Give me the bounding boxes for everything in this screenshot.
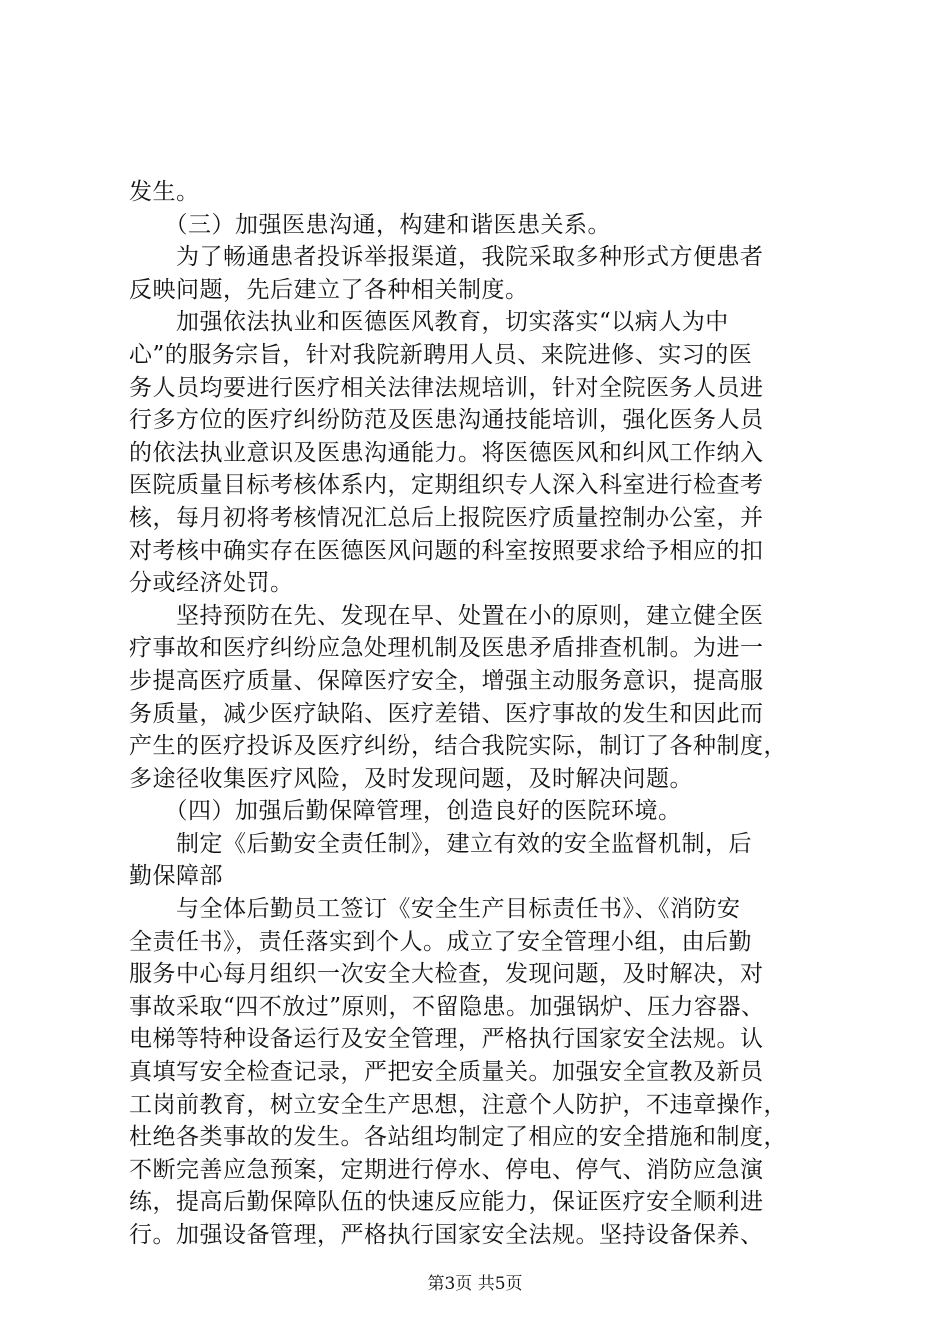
- text-line: 务质量，减少医疗缺陷、医疗差错、医疗事故的发生和因此而: [129, 700, 764, 727]
- document-body: [129, 176, 829, 1252]
- text-line: 不断完善应急预案，定期进行停水、停电、停气、消防应急演: [129, 1156, 764, 1183]
- text-line: 心”的服务宗旨，针对我院新聘用人员、来院进修、实习的医: [129, 341, 753, 368]
- text-line: 发生。: [129, 179, 200, 205]
- text-line: 工岗前教育，树立安全生产思想，注意个人防护，不违章操作，: [129, 1091, 787, 1118]
- text-line: 产生的医疗投诉及医疗纠纷，结合我院实际，制订了各种制度，: [129, 733, 787, 760]
- text-line: 为了畅通患者投诉举报渠道，我院采取多种形式方便患者: [129, 244, 764, 271]
- text-line: 对考核中确实存在医德医风问题的科室按照要求给予相应的扣: [129, 537, 764, 564]
- text-line: 行。加强设备管理，严格执行国家安全法规。坚持设备保养、: [129, 1222, 764, 1248]
- text-line: 杜绝各类事故的发生。各站组均制定了相应的安全措施和制度，: [129, 1124, 787, 1151]
- text-line: 练，提高后勤保障队伍的快速反应能力，保证医疗安全顺利进: [129, 1189, 764, 1216]
- text-line: 全责任书》，责任落实到个人。成立了安全管理小组，由后勤: [129, 928, 752, 955]
- text-line: 真填写安全检查记录，严把安全质量关。加强安全宣教及新员: [129, 1059, 764, 1086]
- text-line: 医院质量目标考核体系内，定期组织专人深入科室进行检查考: [129, 472, 764, 499]
- text-line: 电梯等特种设备运行及安全管理，严格执行国家安全法规。认: [129, 1026, 764, 1053]
- page-number-footer: 第3页 共5页: [427, 1274, 523, 1294]
- section-heading-3: （三）加强医患沟通，构建和谐医患关系。: [129, 211, 611, 238]
- text-line: 坚持预防在先、发现在早、处置在小的原则，建立健全医: [129, 602, 764, 629]
- text-line: 行多方位的医疗纠纷防范及医患沟通技能培训，强化医务人员: [129, 407, 764, 434]
- text-line: 分或经济处罚。: [129, 570, 294, 597]
- text-line: 勤保障部: [129, 863, 223, 890]
- text-line: 核，每月初将考核情况汇总后上报院医疗质量控制办公室，并: [129, 504, 764, 531]
- text-line: 反映问题，先后建立了各种相关制度。: [129, 276, 529, 303]
- text-line: 与全体后勤员工签订《安全生产目标责任书》、《消防安: [129, 896, 741, 923]
- section-heading-4: （四）加强后勤保障管理，创造良好的医院环境。: [129, 798, 682, 825]
- text-line: 多途径收集医疗风险，及时发现问题，及时解决问题。: [129, 765, 693, 792]
- text-line: 步提高医疗质量、保障医疗安全，增强主动服务意识，提高服: [129, 667, 764, 694]
- text-line: 事故采取“四不放过”原则，不留隐患。加强锅炉、压力容器、: [129, 993, 765, 1020]
- text-line: 的依法执业意识及医患沟通能力。将医德医风和纠风工作纳入: [129, 439, 764, 466]
- text-line: 服务中心每月组织一次安全大检查，发现问题，及时解决，对: [129, 961, 764, 988]
- text-line: 制定《后勤安全责任制》，建立有效的安全监督机制，后: [129, 830, 752, 857]
- text-line: 疗事故和医疗纠纷应急处理机制及医患矛盾排查机制。为进一: [129, 635, 764, 662]
- text-line: 务人员均要进行医疗相关法律法规培训，针对全院医务人员进: [129, 374, 764, 401]
- text-line: 加强依法执业和医德医风教育，切实落实“以病人为中: [129, 309, 729, 336]
